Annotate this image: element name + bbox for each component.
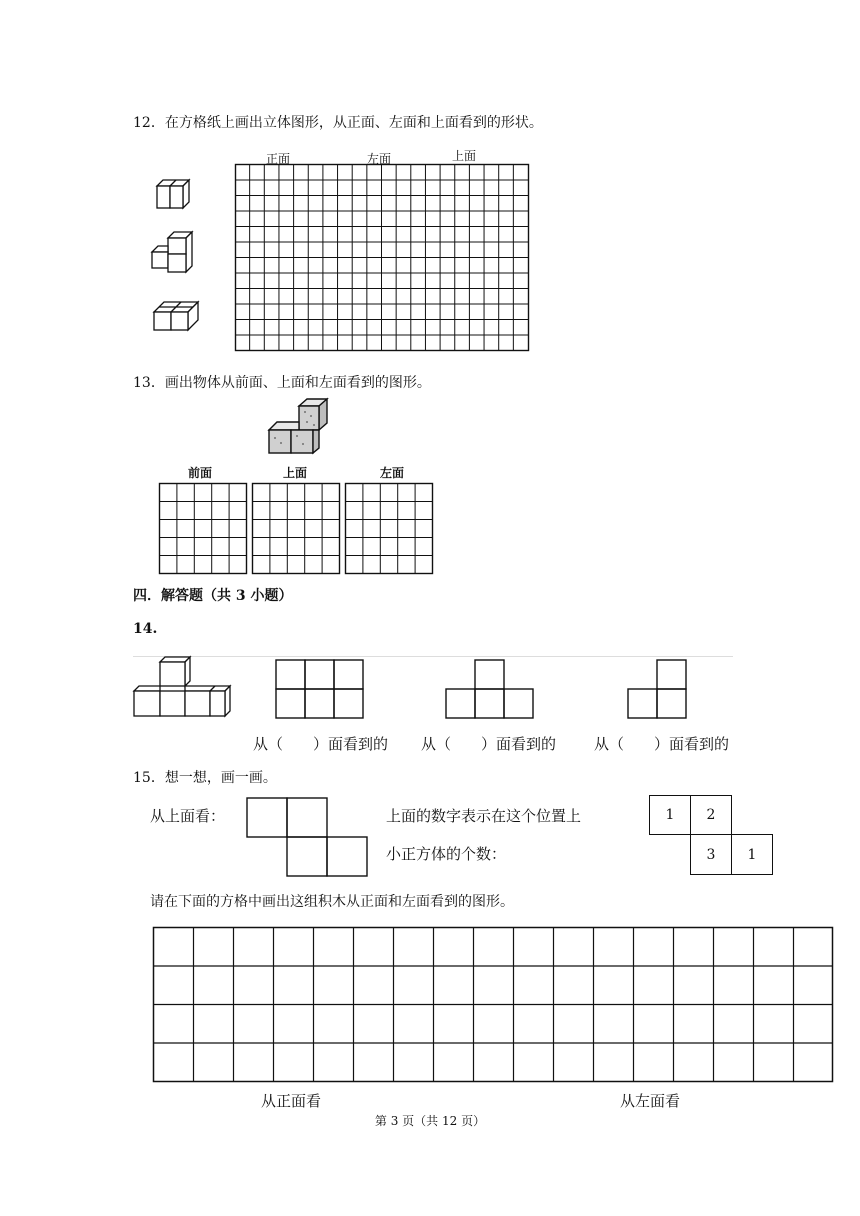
q12-number: 12．: [133, 115, 165, 131]
q12-label-front: 正面: [266, 152, 291, 166]
q12-label-left: 左面: [367, 152, 392, 166]
footer-text: 第 3 页（共 12 页）: [374, 1114, 486, 1128]
q15-number: 15．: [133, 770, 165, 786]
q14-view-2: [445, 659, 535, 721]
q15-num-cell-1: 1: [649, 795, 691, 835]
q13-grid-top: [252, 483, 342, 575]
q12-solid-3: [152, 298, 200, 332]
q15-number-grid: [649, 795, 775, 877]
q15-note-line1: 上面的数字表示在这个位置上: [386, 807, 582, 825]
q14-view-3: [627, 659, 689, 721]
page-footer: [0, 1112, 860, 1129]
q15-num-cell-4: 1: [731, 834, 773, 875]
q15-num-cell-2: 2: [690, 795, 732, 835]
q13-text: 画出物体从前面、上面和左面看到的图形。: [164, 375, 431, 391]
q13-label-front: 前面: [188, 466, 213, 480]
q15-top-view-label: 从上面看：: [150, 807, 226, 825]
q13-label-left: 左面: [380, 466, 405, 480]
q15-title: [133, 767, 277, 787]
q15-answer-grid: [153, 927, 835, 1083]
q14-view-1: [275, 659, 365, 721]
q15-label-front: 从正面看: [261, 1092, 322, 1110]
q14-caption-1: 从（ ）面看到的: [253, 735, 389, 753]
q12-solid-2: [150, 230, 194, 276]
q13-label-top: 上面: [283, 466, 308, 480]
q15-label-left: 从左面看: [620, 1092, 681, 1110]
q12-text: 在方格纸上画出立体图形，从正面、左面和上面看到的形状。: [164, 115, 543, 131]
q13-title: [133, 372, 431, 392]
q13-grid-left: [345, 483, 435, 575]
q14-number: 14.: [133, 621, 158, 637]
q14-caption-3: 从（ ）面看到的: [594, 735, 730, 753]
q14-solid: [132, 656, 232, 718]
q13-solid: [267, 398, 329, 456]
q12-label-top: 上面: [452, 149, 477, 163]
q13-number: 13．: [133, 375, 165, 391]
q15-text: 想一想，画一画。: [164, 770, 277, 786]
q13-grid-front: [159, 483, 249, 575]
q15-note-line2: 小正方体的个数：: [386, 845, 507, 863]
section4-title: 四．解答题（共 3 小题）: [133, 588, 293, 604]
q15-top-view-shape: [246, 797, 370, 879]
q12-solid-1: [153, 172, 193, 212]
q12-grid: [235, 164, 531, 352]
q15-instruction: 请在下面的方格中画出这组积木从正面和左面看到的图形。: [150, 894, 514, 910]
q15-num-cell-3: 3: [690, 834, 732, 875]
q12-title: [133, 112, 543, 132]
q14-caption-2: 从（ ）面看到的: [421, 735, 557, 753]
